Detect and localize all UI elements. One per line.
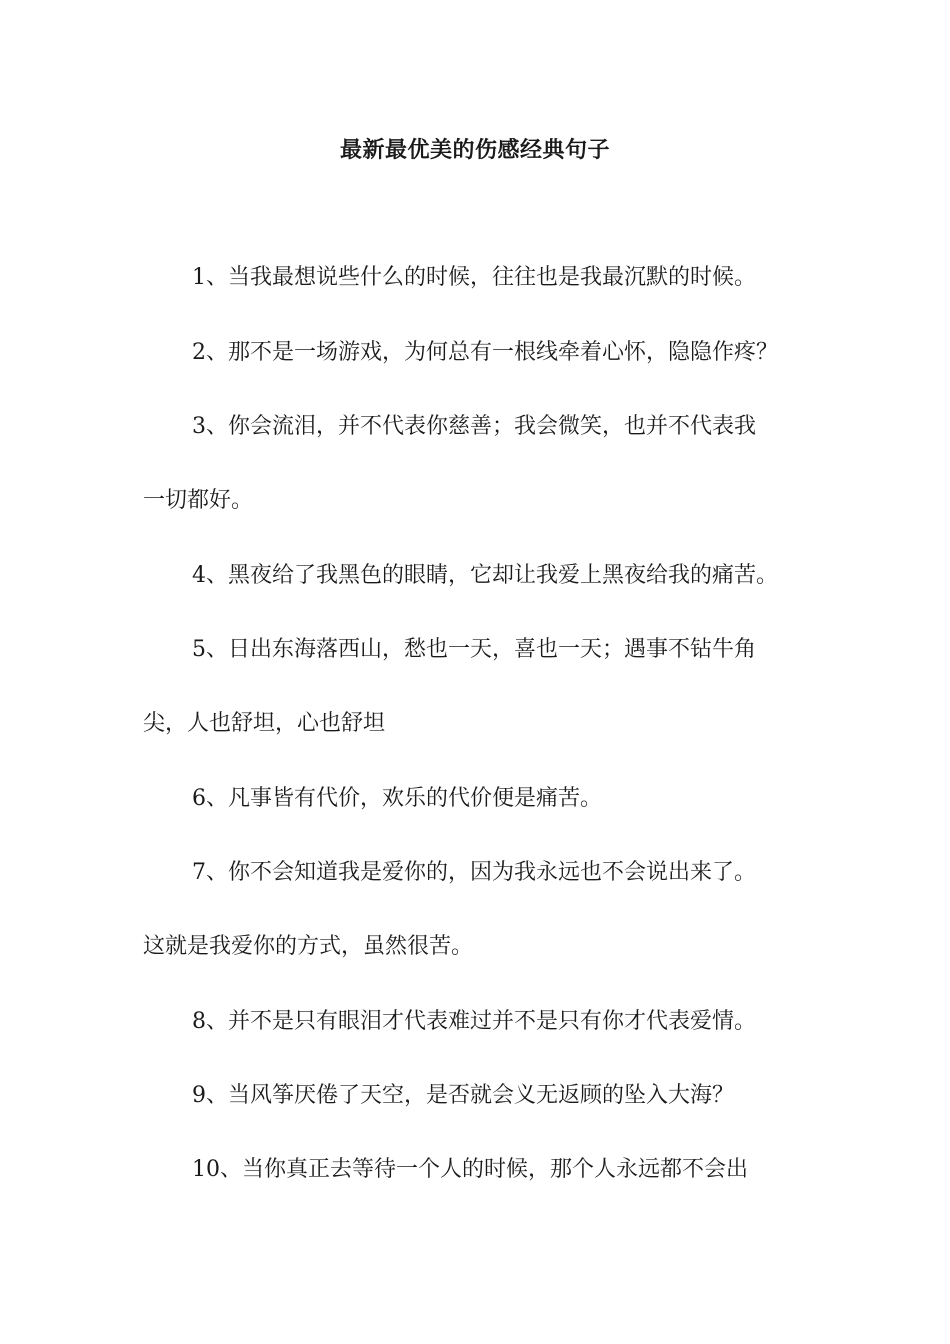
sentence-line-continued: 这就是我爱你的方式，虽然很苦。 [143,934,474,959]
sentence-line: 7、你不会知道我是爱你的，因为我永远也不会说出来了。 [192,860,756,885]
sentence-line-continued: 一切都好。 [143,488,254,513]
sentence-line: 5、日出东海落西山，愁也一天，喜也一天；遇事不钻牛角 [192,637,756,662]
sentence-line: 10、当你真正去等待一个人的时候，那个人永远都不会出 [192,1157,748,1182]
sentence-line: 4、黑夜给了我黑色的眼睛，它却让我爱上黑夜给我的痛苦。 [192,563,778,588]
sentence-line-continued: 尖，人也舒坦，心也舒坦 [143,711,386,736]
document-title: 最新最优美的伤感经典句子 [339,138,610,163]
sentence-line: 3、你会流泪，并不代表你慈善；我会微笑，也并不代表我 [192,414,756,439]
sentence-line: 6、凡事皆有代价，欢乐的代价便是痛苦。 [192,786,602,811]
sentence-line: 8、并不是只有眼泪才代表难过并不是只有你才代表爱情。 [192,1009,756,1034]
sentence-line: 1、当我最想说些什么的时候，往往也是我最沉默的时候。 [192,265,756,290]
sentence-line: 9、当风筝厌倦了天空，是否就会义无返顾的坠入大海？ [192,1083,734,1108]
sentence-line: 2、那不是一场游戏，为何总有一根线牵着心怀，隐隐作疼？ [192,340,778,365]
